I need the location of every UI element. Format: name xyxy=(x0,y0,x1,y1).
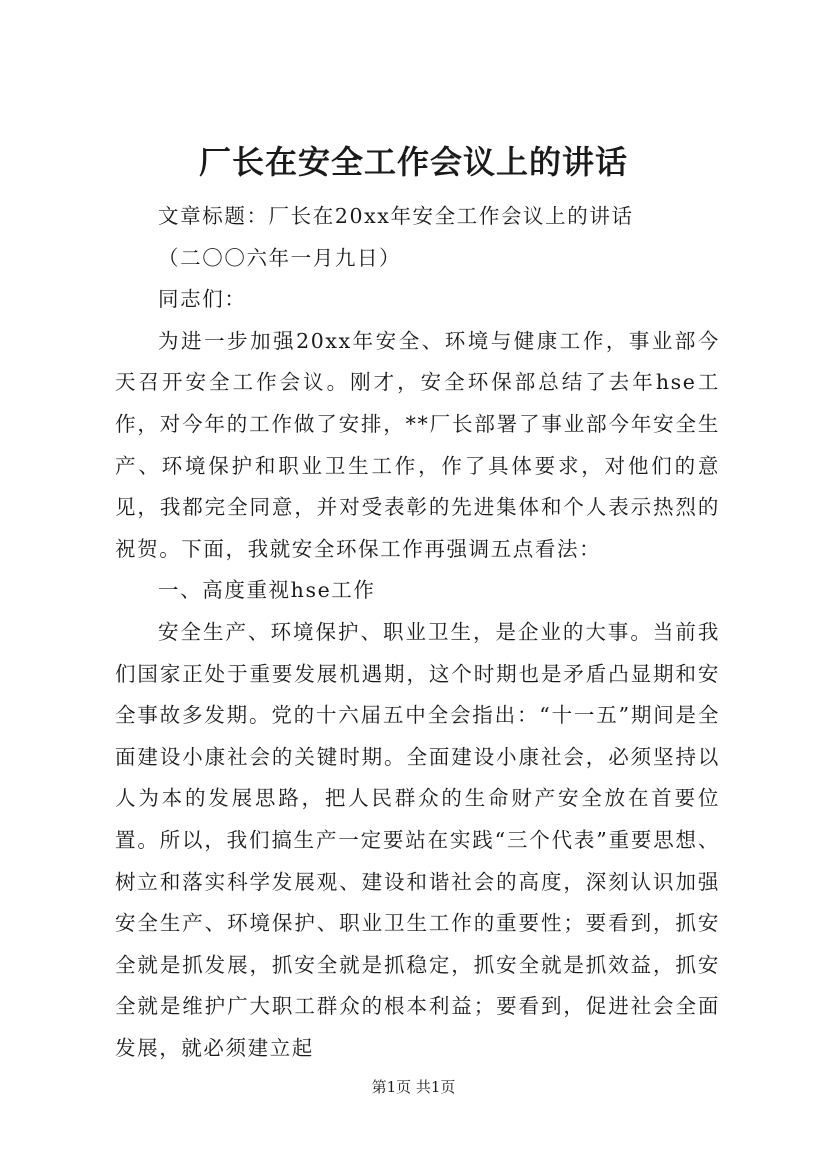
page-title: 厂长在安全工作会议上的讲话 xyxy=(198,143,628,181)
date-line: （二〇〇六年一月九日） xyxy=(158,245,402,270)
article-title-line: 文章标题：厂长在20xx年安全工作会议上的讲话 xyxy=(158,204,634,228)
paragraph-intro: 为进一步加强20xx年安全、环境与健康工作，事业部今天召开安全工作会议。刚才，安全环保部总结了去年hse工作，对今年的工作做了安排，**厂长部署了事业部今年安全生产、环境保护和职业卫生工作，作了具体要求，对他们的意见，我都完全同意，并对受表彰的先进集体和个人表示热烈的祝贺。下面，我就安全环保工作再强调五点看法： xyxy=(115,328,720,561)
page-footer: 第1页 共1页 xyxy=(371,1078,456,1096)
paragraph-section-1: 安全生产、环境保护、职业卫生，是企业的大事。当前我们国家正处于重要发展机遇期，这个时期也是矛盾凸显期和安全事故多发期。党的十六届五中全会指出：“十一五”期间是全面建设小康社会的关键时期。全面建设小康社会，必须坚持以人为本的发展思路，把人民群众的生命财产安全放在首要位置。所以，我们搞生产一定要站在实践“三个代表”重要思想、树立和落实科学发展观、建设和谐社会的高度，深刻认识加强安全生产、环境保护、职业卫生工作的重要性；要看到，抓安全就是抓发展，抓安全就是抓稳定，抓安全就是抓效益，抓安全就是维护广大职工群众的根本利益；要看到，促进社会全面发展，就必须建立起 xyxy=(115,619,720,1060)
section-heading-1: 一、高度重视hse工作 xyxy=(158,578,376,603)
document-body xyxy=(115,196,720,1069)
salutation: 同志们： xyxy=(158,287,247,312)
